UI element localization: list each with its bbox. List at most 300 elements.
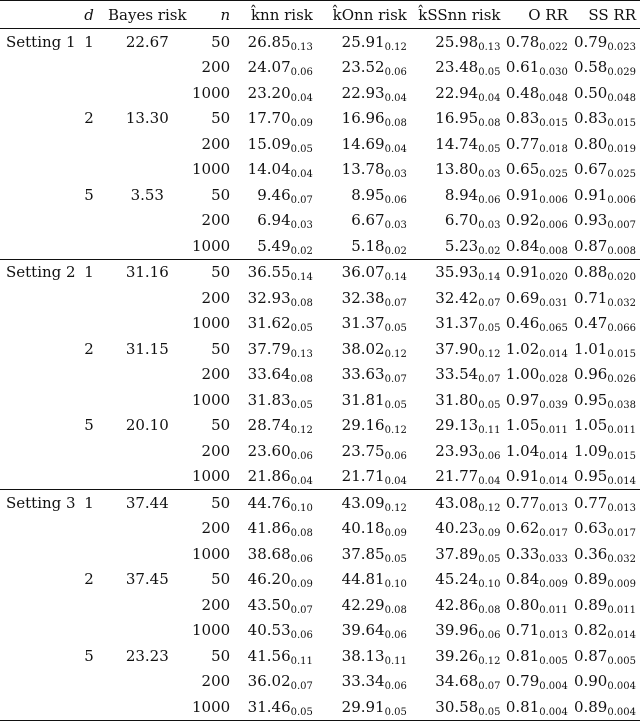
- mean-value: 36.55: [247, 263, 291, 282]
- mean-value: 0.77: [573, 493, 608, 512]
- kss-risk-cell: [413, 567, 505, 593]
- standard-error: 0.14: [478, 272, 501, 284]
- setting-cell: [0, 157, 84, 183]
- ko-risk-cell: [319, 541, 413, 567]
- table-row: [0, 29, 640, 55]
- n-cell: 200: [201, 288, 231, 307]
- standard-error: 0.04: [478, 92, 501, 104]
- standard-error: 0.10: [384, 579, 407, 591]
- o-rr-cell: [505, 413, 574, 439]
- standard-error: 0.07: [290, 194, 313, 206]
- mean-value: 0.83: [573, 109, 608, 128]
- kss-risk-cell: [413, 233, 505, 259]
- standard-error: 0.02: [384, 245, 407, 257]
- mean-value: 39.96: [435, 621, 479, 640]
- mean-value: 1.01: [573, 339, 608, 358]
- knn-risk-cell: [240, 157, 319, 183]
- standard-error: 0.12: [478, 348, 501, 360]
- bayes-risk-cell: 37.44: [108, 490, 187, 516]
- mean-value: 0.90: [573, 672, 608, 691]
- ss-rr-cell: [574, 157, 640, 183]
- knn-risk-cell: [240, 259, 319, 285]
- o-rr-cell: [505, 55, 574, 81]
- standard-error: 0.06: [290, 67, 313, 79]
- o-rr-cell: [505, 311, 574, 337]
- mean-value: 13.80: [435, 160, 479, 179]
- mean-value: 42.29: [341, 595, 385, 614]
- standard-error: 0.015: [539, 118, 568, 130]
- d-cell: 2: [84, 570, 94, 589]
- setting-cell: [0, 285, 84, 311]
- mean-value: 21.77: [435, 467, 479, 486]
- mean-value: 26.85: [247, 32, 291, 51]
- bayes-risk-cell: [108, 464, 187, 490]
- ss-rr-cell: [574, 592, 640, 618]
- o-rr-cell: [505, 567, 574, 593]
- mean-value: 40.18: [341, 519, 385, 538]
- mean-value: 5.49: [257, 236, 291, 255]
- mean-value: 14.04: [247, 160, 291, 179]
- mean-value: 1.02: [505, 339, 540, 358]
- ko-risk-cell: [319, 669, 413, 695]
- bayes-risk-cell: [108, 694, 187, 720]
- bayes-risk-cell: [108, 387, 187, 413]
- mean-value: 0.71: [573, 288, 608, 307]
- mean-value: 41.56: [247, 646, 291, 665]
- n-cell: 1000: [191, 160, 231, 179]
- knn-risk-cell: [240, 669, 319, 695]
- mean-value: 0.62: [505, 519, 540, 538]
- d-cell: [84, 362, 108, 388]
- mean-value: 36.07: [341, 263, 385, 282]
- ss-rr-cell: [574, 362, 640, 388]
- standard-error: 0.06: [290, 553, 313, 565]
- ss-rr-cell: [574, 259, 640, 285]
- setting-cell: Setting 2: [0, 259, 84, 285]
- kss-risk-cell: [413, 464, 505, 490]
- knn-risk-cell: [240, 438, 319, 464]
- ko-risk-cell: [319, 285, 413, 311]
- ss-rr-cell: [574, 643, 640, 669]
- mean-value: 31.81: [341, 390, 385, 409]
- standard-error: 0.13: [290, 348, 313, 360]
- mean-value: 31.37: [341, 314, 385, 333]
- bayes-risk-cell: [108, 157, 187, 183]
- mean-value: 46.20: [247, 570, 291, 589]
- standard-error: 0.028: [539, 374, 568, 386]
- d-cell: [84, 618, 108, 644]
- mean-value: 0.81: [505, 646, 540, 665]
- mean-value: 0.80: [573, 134, 608, 153]
- standard-error: 0.08: [478, 604, 501, 616]
- setting-cell: [0, 694, 84, 720]
- standard-error: 0.006: [539, 220, 568, 232]
- mean-value: 25.91: [341, 32, 385, 51]
- mean-value: 0.88: [573, 263, 608, 282]
- bayes-risk-cell: [108, 669, 187, 695]
- o-rr-cell: [505, 490, 574, 516]
- standard-error: 0.023: [607, 41, 636, 53]
- kss-risk-cell: [413, 29, 505, 55]
- setting-cell: [0, 80, 84, 106]
- setting-cell: [0, 362, 84, 388]
- d-cell: [84, 80, 108, 106]
- standard-error: 0.017: [539, 528, 568, 540]
- kss-risk-cell: [413, 592, 505, 618]
- mean-value: 0.92: [505, 211, 540, 230]
- bayes-risk-cell: [108, 80, 187, 106]
- setting-cell: [0, 567, 84, 593]
- setting-cell: [0, 438, 84, 464]
- ko-risk-cell: [319, 516, 413, 542]
- standard-error: 0.03: [384, 220, 407, 232]
- standard-error: 0.08: [384, 118, 407, 130]
- mean-value: 1.05: [505, 416, 540, 435]
- ss-rr-cell: [574, 413, 640, 439]
- mean-value: 31.62: [247, 314, 291, 333]
- standard-error: 0.032: [607, 297, 636, 309]
- header-kss-risk: k̂SSnn risk: [413, 1, 505, 29]
- kss-risk-cell: [413, 208, 505, 234]
- mean-value: 15.09: [247, 134, 291, 153]
- knn-risk-cell: [240, 80, 319, 106]
- standard-error: 0.04: [478, 476, 501, 488]
- mean-value: 39.26: [435, 646, 479, 665]
- kss-risk-cell: [413, 669, 505, 695]
- o-rr-cell: [505, 438, 574, 464]
- n-cell: 200: [201, 58, 231, 77]
- standard-error: 0.019: [607, 143, 636, 155]
- mean-value: 22.94: [435, 83, 479, 102]
- o-rr-cell: [505, 516, 574, 542]
- standard-error: 0.07: [478, 681, 501, 693]
- standard-error: 0.014: [607, 476, 636, 488]
- standard-error: 0.025: [607, 169, 636, 181]
- bayes-risk-cell: 31.15: [125, 339, 169, 358]
- standard-error: 0.05: [290, 706, 313, 718]
- mean-value: 0.89: [573, 570, 608, 589]
- knn-risk-cell: [240, 618, 319, 644]
- o-rr-cell: [505, 80, 574, 106]
- d-cell: [84, 669, 108, 695]
- header-bayes-risk: Bayes risk: [108, 1, 187, 29]
- setting-cell: [0, 541, 84, 567]
- standard-error: 0.05: [478, 67, 501, 79]
- setting-cell: [0, 643, 84, 669]
- standard-error: 0.048: [539, 92, 568, 104]
- mean-value: 42.86: [435, 595, 479, 614]
- n-cell: 1000: [187, 694, 241, 720]
- ko-risk-cell: [319, 311, 413, 337]
- standard-error: 0.05: [384, 323, 407, 335]
- mean-value: 1.05: [573, 416, 608, 435]
- standard-error: 0.033: [539, 553, 568, 565]
- table-row: [0, 694, 640, 720]
- mean-value: 0.67: [573, 160, 608, 179]
- n-cell: 1000: [191, 314, 231, 333]
- ko-risk-cell: [319, 694, 413, 720]
- mean-value: 34.68: [435, 672, 479, 691]
- standard-error: 0.07: [478, 374, 501, 386]
- d-cell: [84, 541, 108, 567]
- standard-error: 0.12: [384, 41, 407, 53]
- kss-risk-cell: [413, 55, 505, 81]
- standard-error: 0.11: [290, 655, 313, 667]
- table-row: [0, 438, 640, 464]
- standard-error: 0.06: [290, 630, 313, 642]
- mean-value: 0.47: [573, 314, 608, 333]
- mean-value: 0.89: [573, 697, 608, 716]
- knn-risk-cell: [240, 182, 319, 208]
- standard-error: 0.12: [384, 502, 407, 514]
- ko-risk-cell: [319, 106, 413, 132]
- standard-error: 0.006: [607, 194, 636, 206]
- standard-error: 0.13: [478, 41, 501, 53]
- standard-error: 0.06: [290, 450, 313, 462]
- standard-error: 0.12: [384, 425, 407, 437]
- o-rr-cell: [505, 233, 574, 259]
- standard-error: 0.04: [290, 476, 313, 488]
- mean-value: 0.95: [573, 390, 608, 409]
- standard-error: 0.05: [478, 143, 501, 155]
- table-row: [0, 233, 640, 259]
- standard-error: 0.12: [290, 425, 313, 437]
- standard-error: 0.05: [290, 143, 313, 155]
- mean-value: 31.83: [247, 390, 291, 409]
- d-cell: 1: [84, 259, 108, 285]
- bayes-risk-cell: [108, 592, 187, 618]
- n-cell: 1000: [191, 544, 231, 563]
- ko-risk-cell: [319, 80, 413, 106]
- standard-error: 0.04: [384, 92, 407, 104]
- standard-error: 0.03: [384, 169, 407, 181]
- setting-cell: [0, 387, 84, 413]
- bayes-risk-cell: [108, 285, 187, 311]
- standard-error: 0.029: [607, 67, 636, 79]
- ko-risk-cell: [319, 490, 413, 516]
- n-cell: 50: [211, 185, 231, 204]
- mean-value: 0.63: [573, 519, 608, 538]
- mean-value: 23.48: [435, 58, 479, 77]
- n-cell: 200: [201, 672, 231, 691]
- knn-risk-cell: [240, 567, 319, 593]
- standard-error: 0.04: [290, 169, 313, 181]
- standard-error: 0.05: [478, 323, 501, 335]
- standard-error: 0.07: [478, 297, 501, 309]
- knn-risk-cell: [240, 541, 319, 567]
- knn-risk-cell: [240, 694, 319, 720]
- knn-risk-cell: [240, 643, 319, 669]
- mean-value: 6.70: [444, 211, 479, 230]
- mean-value: 29.13: [435, 416, 479, 435]
- knn-risk-cell: [240, 387, 319, 413]
- ss-rr-cell: [574, 438, 640, 464]
- table-row: [0, 618, 640, 644]
- mean-value: 33.64: [247, 365, 291, 384]
- n-cell: 50: [211, 109, 231, 128]
- ko-risk-cell: [319, 29, 413, 55]
- knn-risk-cell: [240, 464, 319, 490]
- standard-error: 0.014: [539, 476, 568, 488]
- d-cell: [84, 464, 108, 490]
- mean-value: 1.04: [505, 441, 540, 460]
- standard-error: 0.014: [607, 630, 636, 642]
- mean-value: 0.91: [573, 185, 608, 204]
- mean-value: 23.52: [341, 58, 385, 77]
- n-cell: 200: [201, 365, 231, 384]
- mean-value: 0.84: [505, 236, 540, 255]
- kss-risk-cell: [413, 694, 505, 720]
- mean-value: 14.74: [435, 134, 479, 153]
- kss-risk-cell: [413, 106, 505, 132]
- mean-value: 0.71: [505, 621, 540, 640]
- standard-error: 0.065: [539, 323, 568, 335]
- standard-error: 0.013: [539, 502, 568, 514]
- ko-risk-cell: [319, 618, 413, 644]
- table-row: [0, 182, 640, 208]
- o-rr-cell: [505, 336, 574, 362]
- ss-rr-cell: [574, 387, 640, 413]
- kss-risk-cell: [413, 311, 505, 337]
- bayes-risk-cell: [108, 233, 187, 259]
- standard-error: 0.013: [607, 502, 636, 514]
- o-rr-cell: [505, 694, 574, 720]
- standard-error: 0.06: [384, 630, 407, 642]
- mean-value: 45.24: [435, 570, 479, 589]
- setting-cell: [0, 311, 84, 337]
- standard-error: 0.08: [290, 374, 313, 386]
- mean-value: 44.76: [247, 493, 291, 512]
- standard-error: 0.048: [607, 92, 636, 104]
- o-rr-cell: [505, 157, 574, 183]
- ss-rr-cell: [574, 694, 640, 720]
- o-rr-cell: [505, 541, 574, 567]
- table-row: [0, 490, 640, 516]
- d-cell: 5: [84, 646, 94, 665]
- standard-error: 0.011: [539, 604, 568, 616]
- n-cell: 200: [201, 211, 231, 230]
- knn-risk-cell: [240, 29, 319, 55]
- setting-cell: [0, 208, 84, 234]
- ss-rr-cell: [574, 80, 640, 106]
- ko-risk-cell: [319, 413, 413, 439]
- standard-error: 0.008: [539, 245, 568, 257]
- n-cell: 1000: [191, 467, 231, 486]
- standard-error: 0.026: [607, 374, 636, 386]
- table-row: [0, 131, 640, 157]
- mean-value: 6.94: [257, 211, 291, 230]
- header-ss-rr: SS RR: [574, 1, 640, 29]
- standard-error: 0.14: [384, 272, 407, 284]
- mean-value: 0.93: [573, 211, 608, 230]
- standard-error: 0.12: [478, 502, 501, 514]
- mean-value: 33.34: [341, 672, 385, 691]
- mean-value: 8.94: [444, 185, 479, 204]
- setting-cell: [0, 464, 84, 490]
- d-cell: 1: [84, 490, 108, 516]
- kss-risk-cell: [413, 285, 505, 311]
- mean-value: 6.67: [351, 211, 385, 230]
- kss-risk-cell: [413, 131, 505, 157]
- mean-value: 21.86: [247, 467, 291, 486]
- standard-error: 0.031: [539, 297, 568, 309]
- standard-error: 0.09: [290, 579, 313, 591]
- table-row: [0, 336, 640, 362]
- mean-value: 0.81: [505, 697, 540, 716]
- standard-error: 0.08: [478, 118, 501, 130]
- standard-error: 0.025: [539, 169, 568, 181]
- standard-error: 0.015: [607, 348, 636, 360]
- setting-cell: Setting 3: [0, 490, 84, 516]
- table-row: [0, 55, 640, 81]
- standard-error: 0.05: [290, 323, 313, 335]
- kss-risk-cell: [413, 413, 505, 439]
- bayes-risk-cell: 20.10: [125, 416, 169, 435]
- ko-risk-cell: [319, 643, 413, 669]
- ss-rr-cell: [574, 567, 640, 593]
- mean-value: 0.80: [505, 595, 540, 614]
- knn-risk-cell: [240, 362, 319, 388]
- table-header: [0, 1, 640, 29]
- bayes-risk-cell: [108, 311, 187, 337]
- standard-error: 0.07: [290, 681, 313, 693]
- kss-risk-cell: [413, 157, 505, 183]
- table-row: [0, 106, 640, 132]
- n-cell: 50: [187, 490, 241, 516]
- standard-error: 0.009: [607, 579, 636, 591]
- standard-error: 0.014: [539, 348, 568, 360]
- o-rr-cell: [505, 362, 574, 388]
- bayes-risk-cell: [108, 131, 187, 157]
- standard-error: 0.020: [539, 272, 568, 284]
- ko-risk-cell: [319, 464, 413, 490]
- setting-cell: [0, 106, 84, 132]
- standard-error: 0.08: [290, 528, 313, 540]
- header-n: n: [187, 1, 241, 29]
- bayes-risk-cell: [108, 362, 187, 388]
- mean-value: 23.60: [247, 441, 291, 460]
- table-row: [0, 592, 640, 618]
- table-row: [0, 208, 640, 234]
- standard-error: 0.009: [539, 579, 568, 591]
- mean-value: 37.85: [341, 544, 385, 563]
- bayes-risk-cell: 22.67: [125, 32, 169, 51]
- mean-value: 0.46: [505, 314, 540, 333]
- o-rr-cell: [505, 669, 574, 695]
- n-cell: 50: [211, 339, 231, 358]
- standard-error: 0.015: [607, 450, 636, 462]
- mean-value: 33.63: [341, 365, 385, 384]
- mean-value: 0.77: [505, 134, 540, 153]
- o-rr-cell: [505, 285, 574, 311]
- standard-error: 0.06: [478, 630, 501, 642]
- mean-value: 31.46: [247, 697, 291, 716]
- mean-value: 31.37: [435, 314, 479, 333]
- o-rr-cell: [505, 29, 574, 55]
- d-cell: [84, 233, 108, 259]
- standard-error: 0.05: [384, 706, 407, 718]
- mean-value: 0.77: [505, 493, 540, 512]
- knn-risk-cell: [240, 131, 319, 157]
- mean-value: 0.84: [505, 570, 540, 589]
- standard-error: 0.013: [539, 630, 568, 642]
- setting-cell: [0, 516, 84, 542]
- ss-rr-cell: [574, 106, 640, 132]
- d-cell: [84, 387, 108, 413]
- o-rr-cell: [505, 131, 574, 157]
- mean-value: 0.97: [505, 390, 540, 409]
- o-rr-cell: [505, 643, 574, 669]
